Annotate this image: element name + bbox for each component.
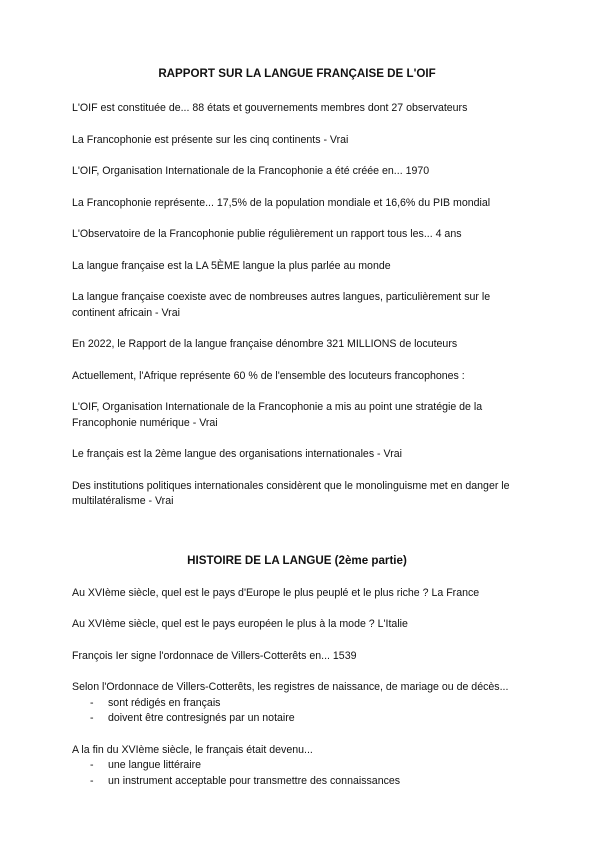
document-content <box>72 66 522 789</box>
paragraph: L'Observatoire de la Francophonie publie régulièrement un rapport tous les... 4 ans <box>72 228 462 240</box>
paragraph: Le français est la 2ème langue des organisations internationales - Vrai <box>72 448 402 460</box>
paragraph: La Francophonie représente... 17,5% de la population mondiale et 16,6% du PIB mondial <box>72 196 491 209</box>
paragraph: François Ier signe l'ordonnace de Villers-Cotterêts en... 1539 <box>72 649 357 662</box>
section-title-history: HISTOIRE DE LA LANGUE (2ème partie) <box>187 553 407 567</box>
list-item: - sont rédigés en français <box>72 696 522 712</box>
fin-siecle-list <box>72 758 522 789</box>
paragraph-ordonnance-intro: Selon l'Ordonnace de Villers-Cotterêts, les registres de naissance, de mariage ou de décès... <box>72 681 509 693</box>
ordonnance-list <box>72 696 522 727</box>
paragraph: Des institutions politiques internationales considèrent que le monolinguisme met en danger le multilatéralisme - Vrai <box>72 479 510 507</box>
paragraph: La langue française coexiste avec de nombreuses autres langues, particulièrement sur le continent africain - Vrai <box>72 291 491 319</box>
section-title-oif-report: RAPPORT SUR LA LANGUE FRANÇAISE DE L'OIF <box>158 67 436 80</box>
paragraph: L'OIF, Organisation Internationale de la Francophonie a été créée en... 1970 <box>72 165 430 177</box>
paragraph: L'OIF est constituée de... 88 états et gouvernements membres dont 27 observateurs <box>72 102 468 114</box>
list-item: - doivent être contresignés par un notaire <box>72 711 522 727</box>
paragraph: Au XVIème siècle, quel est le pays européen le plus à la mode ? L'Italie <box>72 618 408 630</box>
paragraph-fin-siecle-intro: A la fin du XVIème siècle, le français était devenu... <box>72 743 313 756</box>
list-item: - une langue littéraire <box>72 758 522 774</box>
paragraph: Actuellement, l'Afrique représente 60 % de l'ensemble des locuteurs francophones : <box>72 369 465 382</box>
paragraph: Au XVIème siècle, quel est le pays d'Europe le plus peuplé et le plus riche ? La France <box>72 586 480 599</box>
paragraph: L'OIF, Organisation Internationale de la Francophonie a mis au point une stratégie de la Francophonie numérique - Vrai <box>72 401 483 429</box>
paragraph: En 2022, le Rapport de la langue française dénombre 321 MILLIONS de locuteurs <box>72 338 458 350</box>
paragraph: La langue française est la LA 5ÈME langue la plus parlée au monde <box>72 259 391 272</box>
paragraph: La Francophonie est présente sur les cinq continents - Vrai <box>72 133 349 146</box>
list-item: - un instrument acceptable pour transmettre des connaissances <box>72 774 522 790</box>
